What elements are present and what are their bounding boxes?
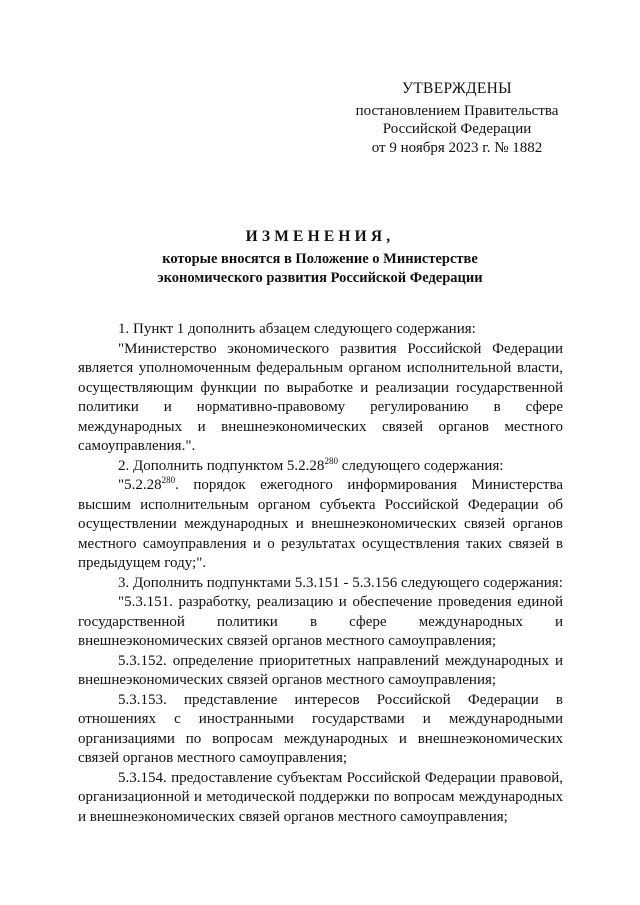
item-5-3-152: 5.3.152. определение приоритетных направлений международных и внешнеэкономических связей органов местного самоуправления; — [78, 652, 563, 688]
paragraph-2-text-end: следующего содержания: — [337, 457, 504, 474]
document-subtitle — [0, 250, 640, 288]
approval-heading: УТВЕРЖДЕНЫ — [402, 80, 512, 97]
paragraph-2-quote-text: . порядок ежегодного информирования Министерства высшим исполнительным органом субъекта Российской Федерации об осуществлении международных и внешнеэкономических связей органов местного самоуправления и о результатах осуществления таких связей в предыдущем году;". — [78, 477, 563, 571]
paragraph-2-quote-start: "5.2.28 — [118, 477, 162, 493]
paragraph-2 — [78, 457, 563, 477]
paragraph-2-text: 2. Дополнить подпунктом 5.2.28 — [118, 457, 325, 474]
subtitle-line-1: которые вносятся в Положение о Министерстве — [162, 251, 478, 267]
paragraph-1-quote: "Министерство экономического развития Российской Федерации является уполномоченным федеральным органом исполнительной власти, осуществляющим функции по выработке и реализации государственной политики и нормативно-правовому регулированию в сфере международных и внешнеэкономических связей органов местного самоуправления.". — [78, 340, 563, 454]
document-title: ИЗМЕНЕНИЯ, — [245, 228, 395, 245]
item-5-3-151: "5.3.151. разработку, реализацию и обеспечение проведения единой государственной политики в сфере международных и внешнеэкономических связей органов местного самоуправления; — [78, 594, 563, 649]
paragraph-2-quote-superscript: 280 — [161, 475, 176, 485]
approval-stamp — [348, 80, 566, 157]
subtitle-line-2: экономического развития Российской Федерации — [157, 270, 483, 286]
approval-line-1: постановлением Правительства — [355, 102, 559, 119]
item-5-3-154: 5.3.154. предоставление субъектам Российской Федерации правовой, организационной и методической поддержки по вопросам международных и внешнеэкономических связей органов местного самоуправления; — [78, 769, 563, 825]
approval-line-3: от 9 ноября 2023 г. № 1882 — [371, 139, 543, 156]
paragraph-2-quote — [78, 476, 563, 574]
paragraph-1: 1. Пункт 1 дополнить абзацем следующего содержания: — [118, 321, 476, 337]
paragraph-3: 3. Дополнить подпунктами 5.3.151 - 5.3.156 следующего содержания: — [118, 574, 563, 591]
approval-line-2: Российской Федерации — [382, 121, 532, 137]
paragraph-2-superscript: 280 — [324, 455, 338, 466]
item-5-3-153: 5.3.153. представление интересов Российской Федерации в отношениях с иностранными государствами и международными организациями по вопросам международных и внешнеэкономических связей органов местного самоуправления; — [78, 691, 563, 766]
document-body — [78, 320, 563, 827]
